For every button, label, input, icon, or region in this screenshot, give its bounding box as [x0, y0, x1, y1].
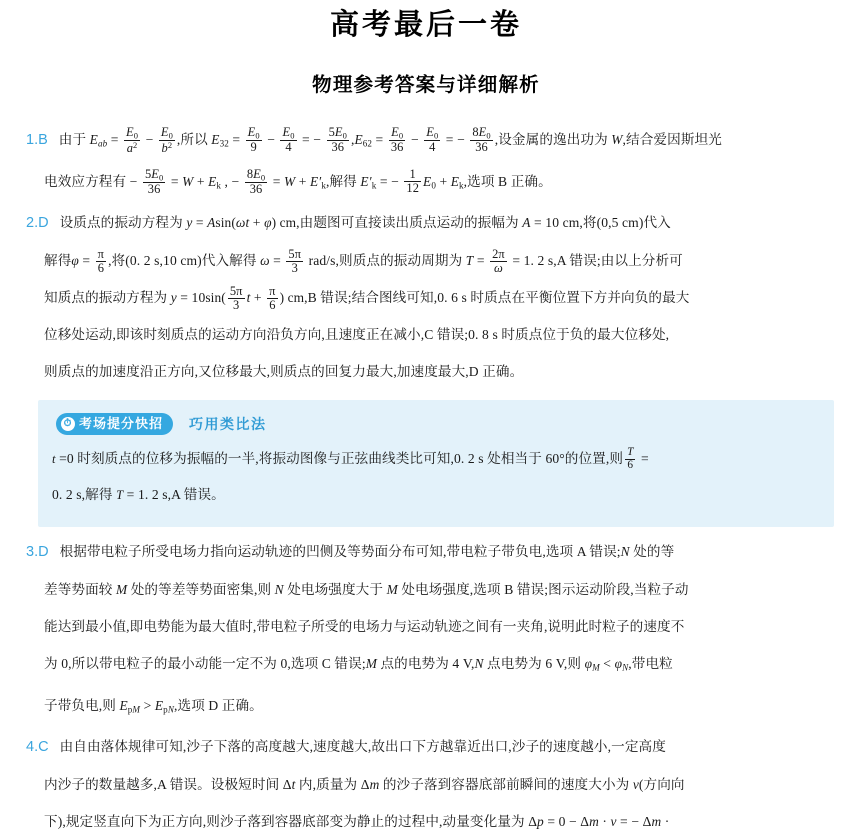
page-title: 高考最后一卷 — [329, 9, 522, 41]
answer-line: 差等势面较 M 处的等差等势面密集,则 N 处电场强度大于 M 处电场强度,选项 B 错误;图示运动阶段,当粒子动 — [44, 582, 689, 598]
answer-line: 则质点的加速度沿正方向,又位移最大,则质点的回复力最大,加速度最大,D 正确。 — [44, 364, 524, 380]
answer-item-3 — [16, 533, 838, 728]
tip-line: 0. 2 s,解得 T = 1. 2 s,A 错误。 — [52, 487, 225, 503]
answer-line: 为 0,所以带电粒子的最小动能一定不为 0,选项 C 错误;M 点的电势为 4 V,N 点电势为 6 V,则 $\varphi_M < \varphi_N$,带电粒 — [44, 656, 673, 673]
answer-line: 内沙子的数量越多,A 错误。设极短时间 Δt 内,质量为 Δm 的沙子落到容器底部前瞬间的速度大小为 v(方向向 — [44, 777, 685, 793]
tip-badge — [56, 413, 173, 435]
tip-header — [56, 409, 820, 439]
answer-line: 子带负电,则 $E_{pM} > E_{pN}$,选项 D 正确。 — [44, 697, 263, 715]
answer-number: 4.C — [26, 739, 49, 756]
answer-line: 位移处运动,即该时刻质点的运动方向沿负方向,且速度正在减小,C 错误;0. 8 s 时质点位于负的最大位移处, — [44, 327, 670, 343]
answer-number: 3.D — [26, 544, 49, 561]
answer-line: 解得φ = $\frac{\pi}{6}$ ,将(0. 2 s,10 cm)代入解得 ω = $\frac{5\pi}{3}$ rad/s,则质点的振动周期为 T = $\frac{2\pi}{\omega}$ = 1. 2 s,A 错误;由以上分析可 — [44, 246, 683, 275]
tip-box — [38, 400, 834, 527]
clock-icon: ⏱ — [61, 417, 75, 431]
tip-badge-label: 考场提分快招 — [79, 416, 164, 432]
answer-number: 2.D — [26, 215, 49, 232]
answer-line: 4.C 由自由落体规律可知,沙子下落的高度越大,速度越大,故出口下方越靠近出口,沙子的速度越小,一定高度 — [16, 728, 838, 766]
tip-line: t =0 时刻质点的位移为振幅的一半,将振动图像与正弦曲线类比可知,0. 2 s 处相当于 60°的位置,则 $\frac{T}{6}$ = — [52, 446, 649, 471]
tip-title: 巧用类比法 — [189, 416, 267, 433]
answer-line: 1.B 由于 $E_{ab}$ = $\frac{E_0}{a^2}$ − $\frac{E_0}{b^2}$ ,所以 $E_{32}$ = $\frac{E_0}{9}$ − $\frac{E_0}{4}$ = − $\frac{5E_0}{36}$ $,E_{62}$ = $\frac{E_0}{36}$ − $\frac{E_0}{4}$ = − $\frac{8E_0}{36}$ ,设金属的逸出功为 W,结合爱因斯坦光 — [16, 121, 838, 163]
answer-line: 2.D 设质点的振动方程为 y = Asin(ωt + φ) cm,由题图可直接读出质点运动的振幅为 A = 10 cm,将(0,5 cm)代入 — [16, 204, 838, 242]
page-subtitle: 物理参考答案与详细解析 — [312, 74, 540, 96]
answer-line: 电效应方程有 − $\frac{5E_0}{36}$ = $W + E_k$ , − $\frac{8E_0}{36}$ = $W + E'_k$,解得 $E'_k$ = − $\frac{1}{12}$ $E_0 + E_k$,选项 B 正确。 — [44, 166, 552, 196]
answer-line: 知质点的振动方程为 y = 10sin( $\frac{5\pi}{3}$ t + $\frac{\pi}{6}$ ) cm,B 错误;结合图线可知,0. 6 s 时质点在平衡位置下方并向负的最大 — [44, 283, 690, 312]
answer-item-4 — [16, 728, 838, 840]
answer-line: 3.D 根据带电粒子所受电场力指向运动轨迹的凹侧及等势面分布可知,带电粒子带负电,选项 A 错误;N 处的等 — [16, 533, 838, 571]
answers-body — [0, 121, 852, 390]
answer-item-2 — [16, 204, 838, 390]
answer-line: 能达到最小值,即电势能为最大值时,带电粒子所受的电场力与运动轨迹之间有一夹角,说明此时粒子的速度不 — [44, 619, 685, 635]
answer-number: 1.B — [26, 132, 48, 148]
answer-line: 下),规定竖直向下为正方向,则沙子落到容器底部变为静止的过程中,动量变化量为 Δp = 0 − Δm · v = − Δm · — [44, 814, 670, 830]
answer-item-1 — [16, 121, 838, 204]
answers-body-lower — [0, 533, 852, 840]
